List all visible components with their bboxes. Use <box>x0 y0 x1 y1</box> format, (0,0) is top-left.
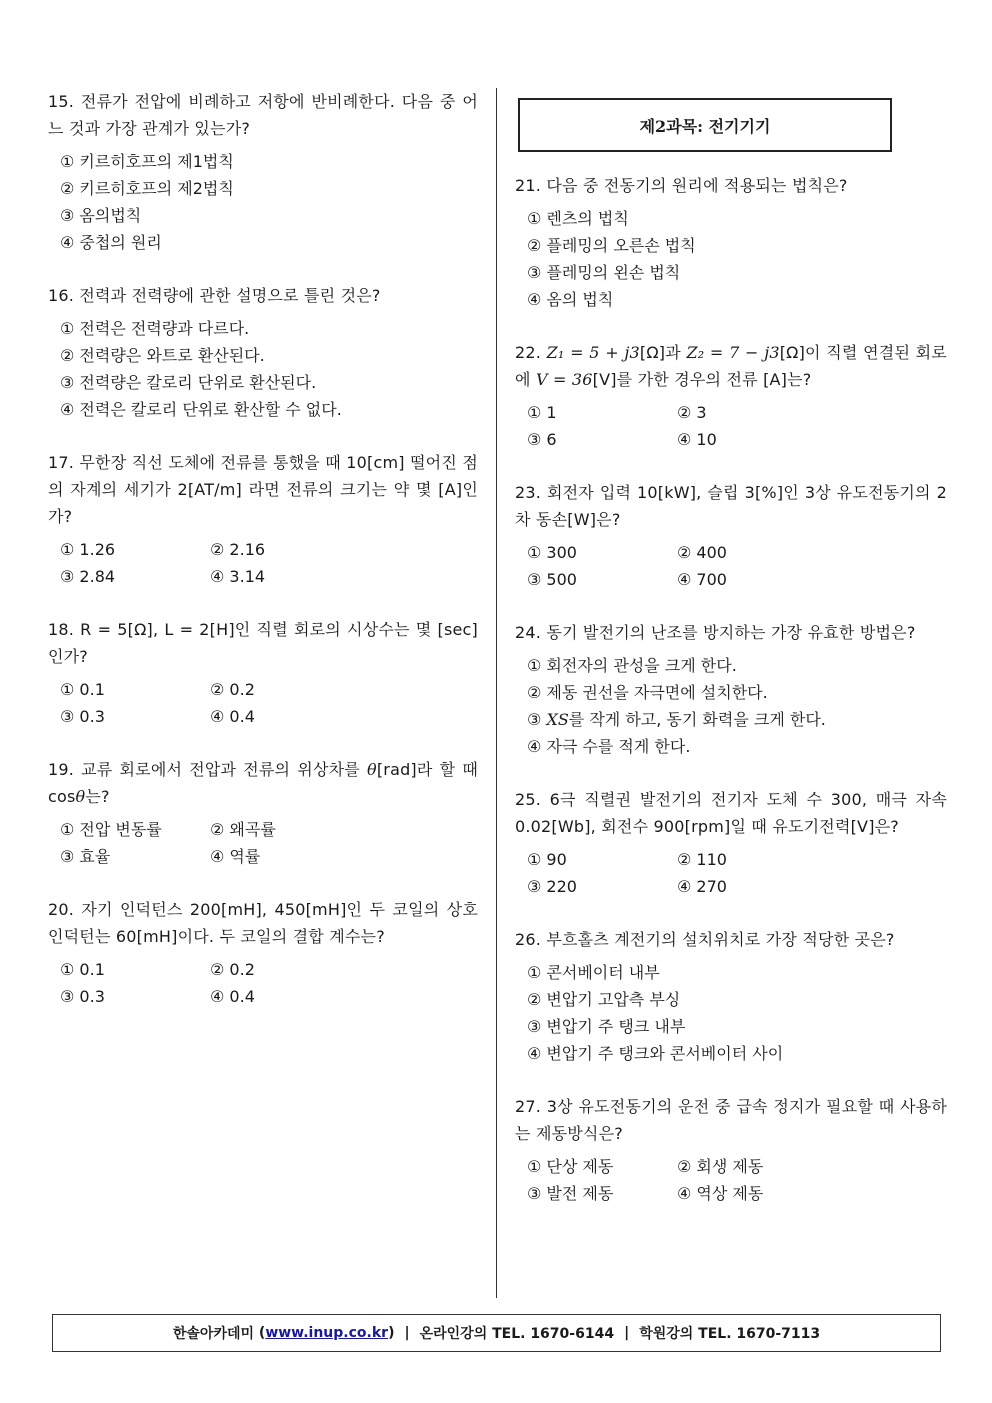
question-27 <box>515 1093 947 1207</box>
option: ② 400 <box>677 543 727 562</box>
footer-paren-open: ( <box>254 1325 266 1341</box>
z1-formula: Z₁ = 5 + j3 <box>546 343 640 362</box>
option-list <box>60 816 478 870</box>
option-list <box>527 1153 947 1207</box>
option: ① 회전자의 관성을 크게 한다. <box>527 656 737 675</box>
option: ② 제동 권선을 자극면에 설치한다. <box>527 683 768 702</box>
academy-name: 한솔아카데미 <box>172 1326 255 1342</box>
page-footer <box>52 1314 941 1352</box>
option: ③ 효율 <box>60 847 111 866</box>
option: ① 90 <box>527 850 567 869</box>
option: ④ 10 <box>677 430 717 449</box>
footer-separator: | <box>624 1325 630 1341</box>
option: ① 0.1 <box>60 680 105 699</box>
question-text: 24. 동기 발전기의 난조를 방지하는 가장 유효한 방법은? <box>515 623 916 642</box>
option <box>527 706 947 733</box>
online-phone: 온라인강의 TEL. 1670-6144 <box>419 1326 615 1342</box>
option: ② 0.2 <box>210 960 255 979</box>
question-text: 15. 전류가 전압에 비례하고 저항에 반비례한다. 다음 중 어느 것과 가장 관계가 있는가? <box>48 92 478 138</box>
option: ② 3 <box>677 403 707 422</box>
question-21 <box>515 172 947 313</box>
option-list <box>527 399 947 453</box>
question-text: 27. 3상 유도전동기의 운전 중 급속 정지가 필요할 때 사용하는 제동방식은? <box>515 1097 947 1143</box>
question-23 <box>515 479 947 593</box>
question-15 <box>48 88 478 256</box>
question-text: 26. 부흐홀츠 계전기의 설치위치로 가장 적당한 곳은? <box>515 930 895 949</box>
z2-formula: Z₂ = 7 − j3 <box>686 343 780 362</box>
option: ③ 0.3 <box>60 707 105 726</box>
option: ③ 0.3 <box>60 987 105 1006</box>
question-17 <box>48 449 478 590</box>
option-list <box>527 959 947 1067</box>
option: ④ 0.4 <box>210 987 255 1006</box>
option: ④ 역상 제동 <box>677 1184 764 1203</box>
option: ③ 플레밍의 왼손 법칙 <box>527 263 681 282</box>
question-text <box>515 339 947 393</box>
question-19 <box>48 756 478 870</box>
subject-header: 제2과목: 전기기기 <box>518 98 892 152</box>
option: ② 0.2 <box>210 680 255 699</box>
question-20 <box>48 896 478 1010</box>
column-divider <box>496 88 497 1298</box>
question-text: 17. 무한장 직선 도체에 전류를 통했을 때 10[cm] 떨어진 점의 자계의 세기가 2[AT/m] 라면 전류의 크기는 약 몇 [A]인가? <box>48 453 478 526</box>
option: ④ 270 <box>677 877 727 896</box>
option: ① 콘서베이터 내부 <box>527 963 660 982</box>
left-column <box>48 88 478 1010</box>
option-list <box>60 148 478 256</box>
right-column <box>515 172 947 1207</box>
question-26 <box>515 926 947 1067</box>
question-text-part: [Ω]과 <box>639 343 681 362</box>
option: ① 전력은 전력량과 다르다. <box>60 319 250 338</box>
question-25 <box>515 786 947 900</box>
option: ② 110 <box>677 850 727 869</box>
option: ① 전압 변동률 <box>60 820 162 839</box>
question-text: 20. 자기 인덕턴스 200[mH], 450[mH]인 두 코일의 상호 인덕턴는 60[mH]이다. 두 코일의 결합 계수는? <box>48 900 478 946</box>
theta-symbol: θ <box>367 760 377 779</box>
question-text: 25. 6극 직렬권 발전기의 전기자 도체 수 300, 매극 자속 0.02[Wb], 회전수 900[rpm]일 때 유도기전력[V]은? <box>515 790 947 836</box>
question-text-part: [V]를 가한 경우의 전류 [A]는? <box>592 370 812 389</box>
option: ① 1 <box>527 403 557 422</box>
option: ④ 0.4 <box>210 707 255 726</box>
question-18 <box>48 616 478 730</box>
option-list <box>527 846 947 900</box>
question-22 <box>515 339 947 453</box>
question-text: 18. R = 5[Ω], L = 2[H]인 직렬 회로의 시상수는 몇 [sec]인가? <box>48 620 478 666</box>
option-list <box>527 652 947 760</box>
theta-symbol: θ <box>75 787 86 806</box>
option-text: 를 작게 하고, 동기 화력을 크게 한다. <box>568 710 826 729</box>
option: ④ 전력은 칼로리 단위로 환산할 수 없다. <box>60 400 342 419</box>
option: ② 변압기 고압측 부싱 <box>527 990 681 1009</box>
option-list <box>60 536 478 590</box>
option: ③ 발전 제동 <box>527 1184 614 1203</box>
question-text-part: 는? <box>85 787 110 806</box>
question-text: 21. 다음 중 전동기의 원리에 적용되는 법칙은? <box>515 176 848 195</box>
option: ④ 자극 수를 적게 한다. <box>527 737 691 756</box>
option: ② 전력량은 와트로 환산된다. <box>60 346 265 365</box>
option-list <box>527 539 947 593</box>
question-text: 23. 회전자 입력 10[kW], 슬립 3[%]인 3상 유도전동기의 2차 동손[W]은? <box>515 483 947 529</box>
option: ① 키르히호프의 제1법칙 <box>60 152 234 171</box>
option: ① 렌츠의 법칙 <box>527 209 629 228</box>
option-number: ③ <box>527 710 547 729</box>
option: ③ 옴의법칙 <box>60 206 142 225</box>
option-list <box>60 315 478 423</box>
question-16 <box>48 282 478 423</box>
option: ② 회생 제동 <box>677 1157 764 1176</box>
voltage-formula: V = 36 <box>535 370 593 389</box>
offline-phone: 학원강의 TEL. 1670-7113 <box>639 1326 821 1342</box>
option: ④ 변압기 주 탱크와 콘서베이터 사이 <box>527 1044 784 1063</box>
option: ② 키르히호프의 제2법칙 <box>60 179 234 198</box>
option: ① 0.1 <box>60 960 105 979</box>
option: ③ 2.84 <box>60 567 116 586</box>
option: ③ 전력량은 칼로리 단위로 환산된다. <box>60 373 317 392</box>
option: ④ 옴의 법칙 <box>527 290 614 309</box>
option: ④ 중첩의 원리 <box>60 233 162 252</box>
option: ③ 220 <box>527 877 577 896</box>
question-text-part: [rad]라 할 때 cos <box>48 760 478 806</box>
question-text: 16. 전력과 전력량에 관한 설명으로 틀린 것은? <box>48 286 381 305</box>
option: ② 2.16 <box>210 540 266 559</box>
option-list <box>60 956 478 1010</box>
question-text <box>48 756 478 810</box>
option: ③ 6 <box>527 430 557 449</box>
question-24 <box>515 619 947 760</box>
question-number: 22. <box>515 343 542 362</box>
option: ① 단상 제동 <box>527 1157 614 1176</box>
option: ② 플레밍의 오른손 법칙 <box>527 236 696 255</box>
question-text-part: 19. 교류 회로에서 전압과 전류의 위상차를 <box>48 760 367 779</box>
option: ① 1.26 <box>60 540 116 559</box>
option: ② 왜곡률 <box>210 820 276 839</box>
option: ③ 변압기 주 탱크 내부 <box>527 1017 686 1036</box>
option: ③ 500 <box>527 570 577 589</box>
option-list <box>60 676 478 730</box>
footer-separator: | <box>404 1325 410 1341</box>
option: ① 300 <box>527 543 577 562</box>
option-list <box>527 205 947 313</box>
xs-symbol: XS <box>546 710 569 729</box>
option: ④ 3.14 <box>210 567 266 586</box>
academy-link[interactable]: www.inup.co.kr <box>265 1325 389 1341</box>
question-text-part: [Ω]이 직렬 연결된 회로에 <box>515 343 947 389</box>
option: ④ 역률 <box>210 847 261 866</box>
footer-paren-close: ) <box>388 1325 395 1341</box>
option: ④ 700 <box>677 570 727 589</box>
